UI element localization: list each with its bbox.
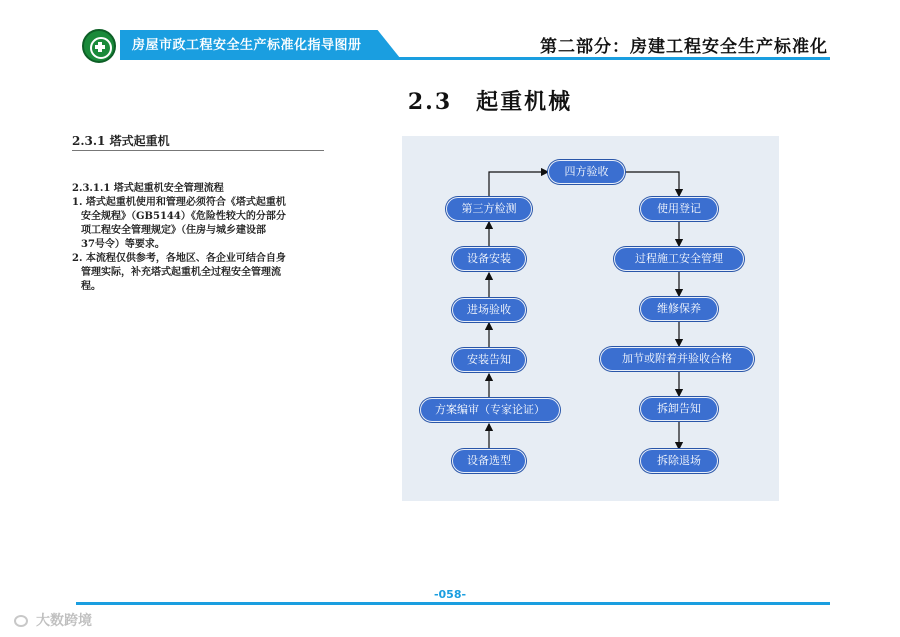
note-line: 37号令）等要求。 <box>81 239 165 250</box>
subsection-heading: 2.3.1 塔式起重机 <box>72 134 170 148</box>
notes-block <box>72 182 342 294</box>
flow-node-top: 四方验收 <box>548 160 625 184</box>
note-line: 程。 <box>81 281 101 292</box>
banner-title: 房屋市政工程安全生产标准化指导图册 <box>132 38 362 53</box>
watermark-icon <box>14 615 28 627</box>
flow-node-right: 使用登记 <box>640 197 718 221</box>
flow-node-left: 进场验收 <box>452 298 526 322</box>
chapter-title: 2.3 起重机械 <box>407 89 573 115</box>
flow-node-left: 方案编审（专家论证） <box>420 398 560 422</box>
note-line: 1. 塔式起重机使用和管理必须符合《塔式起重机 <box>72 197 286 208</box>
notes-title: 2.3.1.1 塔式起重机安全管理流程 <box>72 183 224 194</box>
section-title: 第二部分：房建工程安全生产标准化 <box>540 37 828 57</box>
note-line: 安全规程》（GB5144）《危险性较大的分部分 <box>81 211 286 222</box>
note-line: 2. 本流程仅供参考，各地区、各企业可结合自身 <box>72 253 286 264</box>
subsection-divider <box>72 150 324 151</box>
flow-node-left: 第三方检测 <box>446 197 532 221</box>
flow-node-right: 加节或附着并验收合格 <box>600 347 754 371</box>
note-line: 管理实际，补充塔式起重机全过程安全管理流 <box>81 267 281 278</box>
flow-node-left: 设备安装 <box>452 247 526 271</box>
page-number: -058- <box>433 588 467 601</box>
flow-node-right: 过程施工安全管理 <box>614 247 744 271</box>
header-divider <box>120 57 830 60</box>
watermark <box>14 610 92 630</box>
logo-icon <box>82 29 116 63</box>
flow-node-right: 拆卸告知 <box>640 397 718 421</box>
flow-node-left: 安装告知 <box>452 348 526 372</box>
flow-node-right: 拆除退场 <box>640 449 718 473</box>
logo-cross-bar <box>98 42 102 52</box>
footer-divider <box>76 602 830 605</box>
note-line: 项工程安全管理规定》（住房与城乡建设部 <box>81 225 266 236</box>
flow-node-left: 设备选型 <box>452 449 526 473</box>
flowchart-panel <box>402 136 779 501</box>
watermark-text: 大数跨境 <box>36 613 92 629</box>
flow-node-right: 维修保养 <box>640 297 718 321</box>
